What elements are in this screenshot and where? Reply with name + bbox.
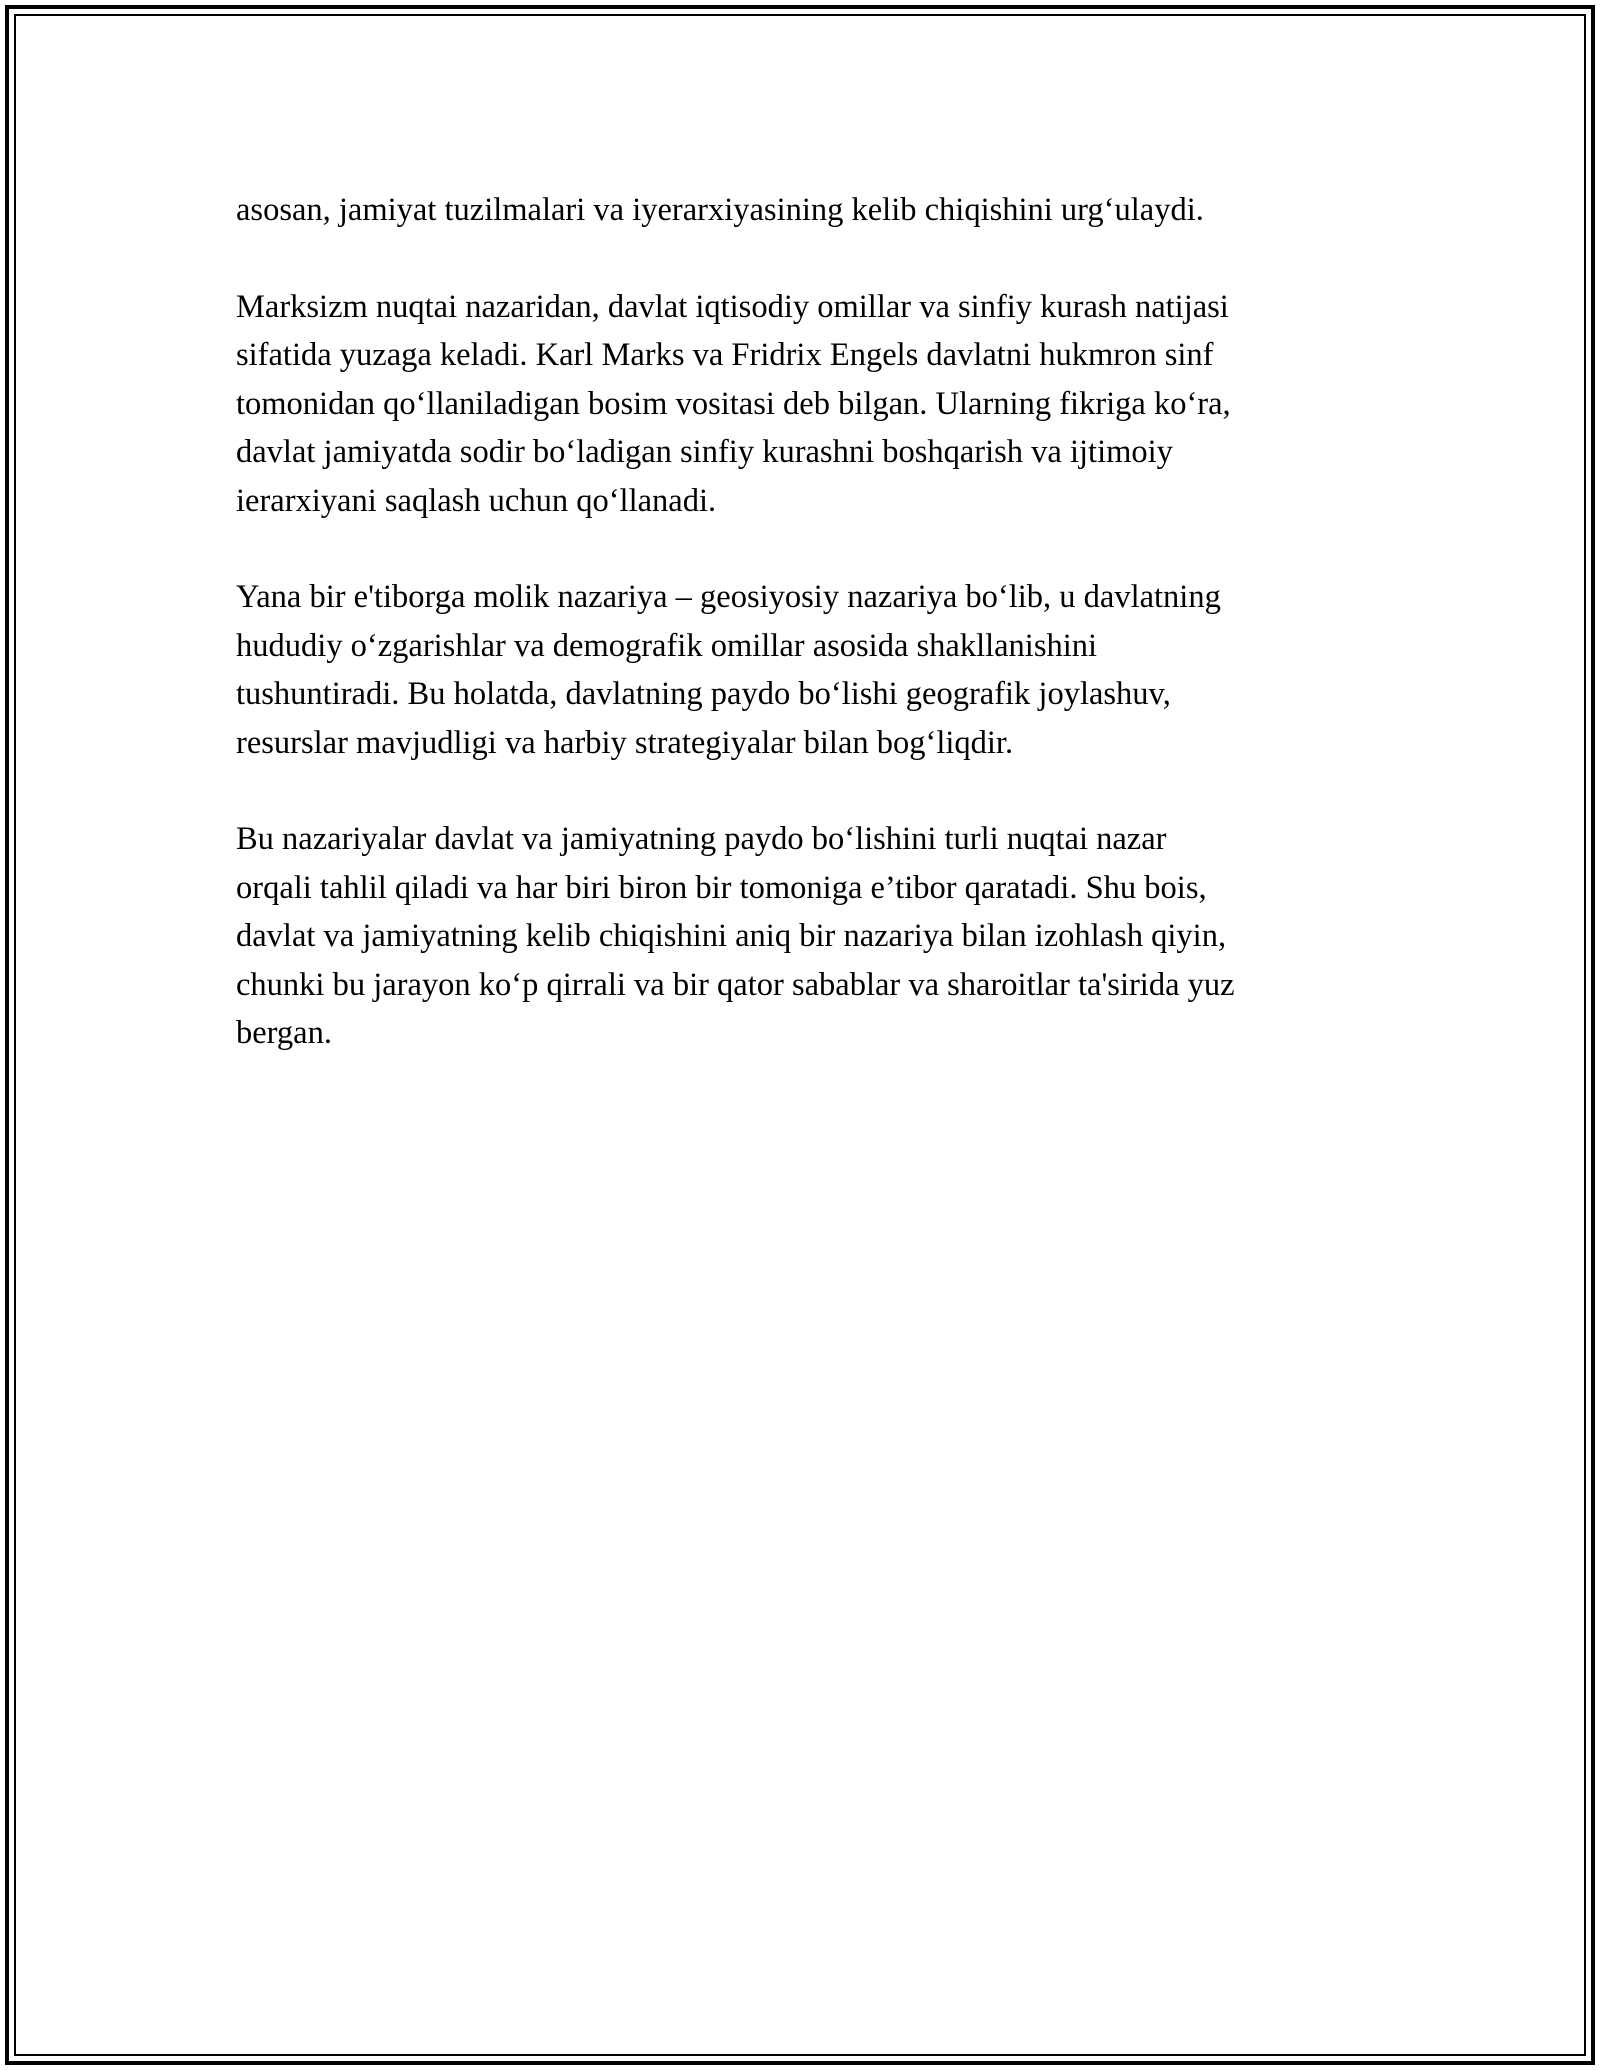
document-body [236,186,1376,1106]
paragraph-conclusion: Bu nazariyalar davlat va jamiyatning paydo bo‘lishini turli nuqtai nazar orqali tahlil qiladi va har biri biron bir tomoniga e’tibor qaratadi. Shu bois, davlat va jamiyatning kelib chiqishini aniq bir nazariya bilan izohlash qiyin, chunki bu jarayon ko‘p qirrali va bir qator sabablar va sharoitlar ta'sirida yuz bergan. [236,821,1235,1051]
paragraph-marxism-theory: Marksizm nuqtai nazaridan, davlat iqtisodiy omillar va sinfiy kurash natijasi sifatida yuzaga keladi. Karl Marks va Fridrix Engels davlatni hukmron sinf tomonidan qo‘llaniladigan bosim vositasi deb bilgan. Ularning fikriga ko‘ra, davlat jamiyatda sodir bo‘ladigan sinfiy kurashni boshqarish va ijtimoiy ierarxiyani saqlash uchun qo‘llanadi. [236,288,1231,519]
paragraph-geopolitical-theory: Yana bir e'tiborga molik nazariya – geosiyosiy nazariya bo‘lib, u davlatning hududiy o‘zgarishlar va demografik omillar asosida shakllanishini tushuntiradi. Bu holatda, davlatning paydo bo‘lishi geografik joylashuv, resurslar mavjudligi va harbiy strategiyalar bilan bog‘liqdir. [236,579,1221,761]
paragraph-intro-continuation: asosan, jamiyat tuzilmalari va iyerarxiyasining kelib chiqishini urg‘ulaydi. [236,192,1204,228]
